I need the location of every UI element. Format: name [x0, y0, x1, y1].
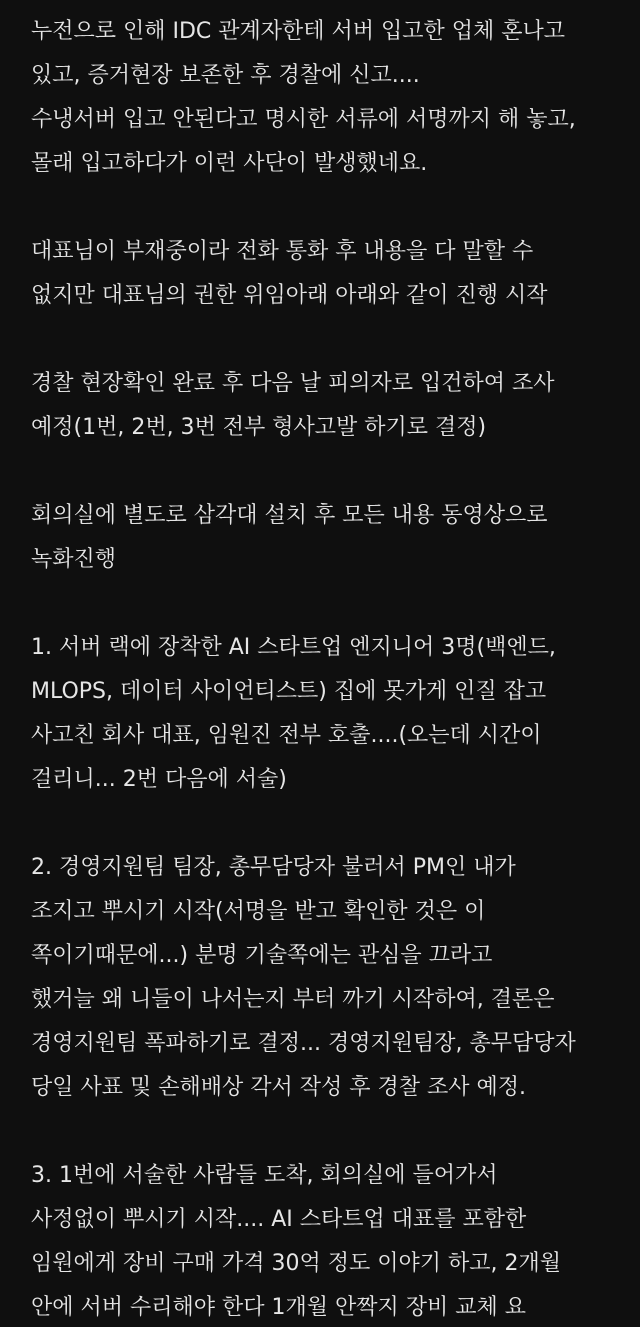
post-line: 당일 사표 및 손해배상 각서 작성 후 경찰 조사 예정. — [31, 1075, 526, 1100]
post-line: 걸리니... 2번 다음에 서술) — [31, 767, 287, 792]
post-line: 대표님이 부재중이라 전화 통화 후 내용을 다 말할 수 — [31, 239, 534, 264]
post-line: 조지고 뿌시기 시작(서명을 받고 확인한 것은 이 — [31, 899, 486, 924]
post-line: 있고, 증거현장 보존한 후 경찰에 신고.... — [31, 63, 420, 88]
post-line: 누전으로 인해 IDC 관계자한테 서버 입고한 업체 혼나고 — [31, 19, 566, 44]
post-line: 몰래 입고하다가 이런 사단이 발생했네요. — [31, 151, 428, 176]
post-line: 1. 서버 랙에 장착한 AI 스타트업 엔지니어 3명(백엔드, — [31, 635, 556, 660]
post-line: 임원에게 장비 구매 가격 30억 정도 이야기 하고, 2개월 — [31, 1251, 561, 1276]
post-line: 사고친 회사 대표, 임원진 전부 호출....(오는데 시간이 — [31, 723, 542, 748]
post-line: 쪽이기때문에...) 분명 기술쪽에는 관심을 끄라고 — [31, 943, 493, 968]
post-line: 사정없이 뿌시기 시작.... AI 스타트업 대표를 포함한 — [31, 1207, 527, 1232]
post-line: 예정(1번, 2번, 3번 전부 형사고발 하기로 결정) — [31, 415, 487, 440]
post-line: 2. 경영지원팀 팀장, 총무담당자 불러서 PM인 내가 — [31, 855, 516, 880]
post-line: 경영지원팀 폭파하기로 결정... 경영지원팀장, 총무담당자 — [31, 1031, 576, 1056]
post-line: 했거늘 왜 니들이 나서는지 부터 까기 시작하여, 결론은 — [31, 987, 555, 1012]
post-line: 경찰 현장확인 완료 후 다음 날 피의자로 입건하여 조사 — [31, 371, 555, 396]
post-line: 없지만 대표님의 권한 위임아래 아래와 같이 진행 시작 — [31, 283, 548, 308]
post-line: 안에 서버 수리해야 한다 1개월 안짝지 장비 교체 요 — [31, 1295, 526, 1320]
post-line: 수냉서버 입고 안된다고 명시한 서류에 서명까지 해 놓고, — [31, 107, 576, 132]
post-line: 회의실에 별도로 삼각대 설치 후 모든 내용 동영상으로 — [31, 503, 548, 528]
post-line: 녹화진행 — [31, 547, 117, 572]
post-line: MLOPS, 데이터 사이언티스트) 집에 못가게 인질 잡고 — [31, 679, 547, 704]
post-line: 3. 1번에 서술한 사람들 도착, 회의실에 들어가서 — [31, 1163, 498, 1188]
